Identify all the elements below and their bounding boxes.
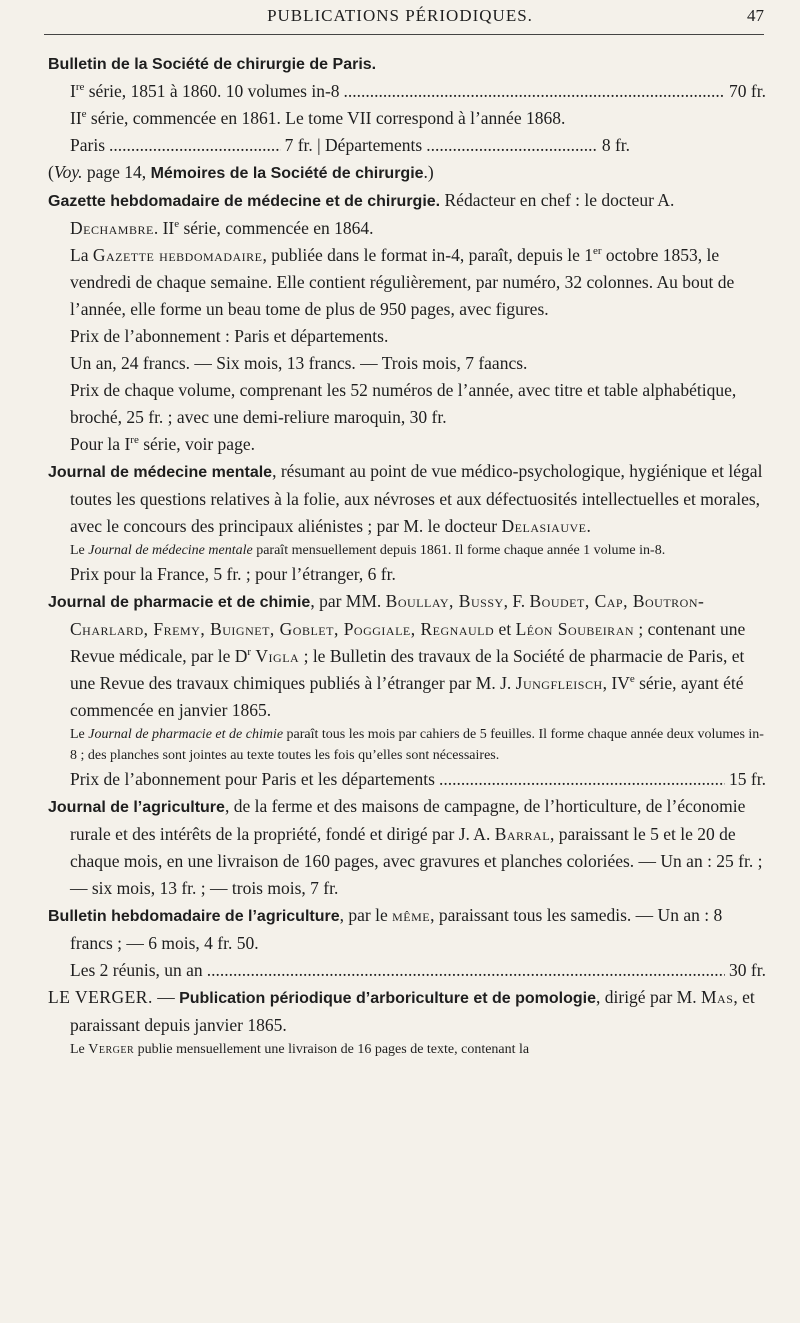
entry-body: Ire série, 1851 à 1860. 10 volumes in-8 ..... 70 fr. IIe série, commencée en 1861. Le tome VII correspond à l’année 1868. Paris ..... 7 fr. | Départements ..... 8 fr. — [48, 78, 766, 159]
header-rule — [44, 34, 764, 35]
entry-note: Le Journal de pharmacie et de chimie paraît tous les mois par cahiers de 5 feuilles. Il forme chaque année deux volumes in-8 ; des planches sont jointes au texte toutes les fois qu’elles sont nécessaires. — [70, 727, 764, 763]
leader-line: Les 2 réunis, un an ..... 30 fr. — [70, 957, 766, 984]
price: 70 fr. — [729, 81, 766, 101]
page-number: 47 — [747, 6, 764, 25]
leader-line: Prix de l’abonnement pour Paris et les départements ..... 15 fr. — [70, 766, 766, 793]
price: 8 fr. — [601, 135, 631, 155]
running-title: PUBLICATIONS PÉRIODIQUES. — [267, 6, 533, 25]
leader-line: Ire série, 1851 à 1860. 10 volumes in-8 ..... 70 fr. — [70, 78, 766, 105]
entry-bulletin-agriculture: Bulletin hebdomadaire de l’agriculture, par le même, paraissant tous les samedis. — Un an : 8 francs ; — 6 mois, 4 fr. 50. — [48, 905, 723, 953]
entry-gazette: Gazette hebdomadaire de médecine et de chirurgie. Rédacteur en chef : le docteur A. Dechambre. IIe série, commencée en 1864. — [48, 190, 675, 238]
entry-pharmacie: Journal de pharmacie et de chimie, par MM. Boullay, Bussy, F. Boudet, Cap, Boutron-Charlard, Fremy, Buignet, Goblet, Poggiale, Regnauld et Léon Soubeiran ; contenant une Revue médicale, par le $D^r$ Vigla ; le Bulletin des travaux de la Société de pharmacie de Paris, et une Revue des travaux chimiques publiés à l’étranger par M. J. Jungfleisch, IVe série, ayant été commencée en janvier 1865. — [48, 591, 746, 720]
cross-reference: (Voy. page 14, Mémoires de la Société de chirurgie.) — [48, 162, 434, 182]
price: 15 fr. — [729, 769, 766, 789]
page-body — [48, 50, 766, 1060]
page-header — [0, 2, 800, 38]
price-line: Prix pour la France, 5 fr. ; pour l’étranger, 6 fr. — [70, 564, 396, 584]
entry-note: Le Journal de médecine mentale paraît mensuellement depuis 1861. Il forme chaque année 1 volume in-8. — [70, 543, 666, 558]
leader-line: Paris ..... 7 fr. | Départements ..... 8 fr. — [70, 132, 630, 159]
entry-note: Le Verger publie mensuellement une livraison de 16 pages de texte, contenant la — [70, 1042, 530, 1057]
price: 30 fr. — [729, 960, 766, 980]
entry-verger: LE VERGER. — Publication périodique d’arboriculture et de pomologie, dirigé par M. Mas, et paraissant depuis janvier 1865. — [48, 987, 755, 1035]
entry-body: La Gazette hebdomadaire, publiée dans le format in-4, paraît, depuis le 1er octobre 1853, le vendredi de chaque semaine. Elle contient régulièrement, par numéro, 32 colonnes. Au bout de l’année, elle forme un beau tome de plus de 950 pages, avec figures. Prix de l’abonnement : Paris et départements. Un an, 24 francs. — Six mois, 13 francs. — Trois mois, 7 faancs. Prix de chaque volume, comprenant les 52 numéros de l’année, avec titre et table alphabétique, broché, 25 fr. ; avec une demi-reliure maroquin, 30 fr. Pour la Ire série, voir page. — [70, 245, 737, 454]
entry-medecine-mentale: Journal de médecine mentale, résumant au point de vue médico-psychologique, hygiénique et légal toutes les questions relatives à la folie, aux névroses et aux défectuosités intellectuelles et morales, avec le concours des principaux aliénistes ; par M. le docteur Delasiauve. — [48, 461, 763, 536]
entry-title: Bulletin de la Société de chirurgie de Paris. — [48, 56, 377, 73]
entry-agriculture: Journal de l’agriculture, de la ferme et des maisons de campagne, de l’horticulture, de l’économie rurale et des intérêts de la propriété, fondé et dirigé par J. A. Barral, paraissant le 5 et le 20 de chaque mois, en une livraison de 160 pages, avec gravures et planches coloriées. — Un an : 25 fr. ; — six mois, 13 fr. ; — trois mois, 7 fr. — [48, 796, 763, 898]
